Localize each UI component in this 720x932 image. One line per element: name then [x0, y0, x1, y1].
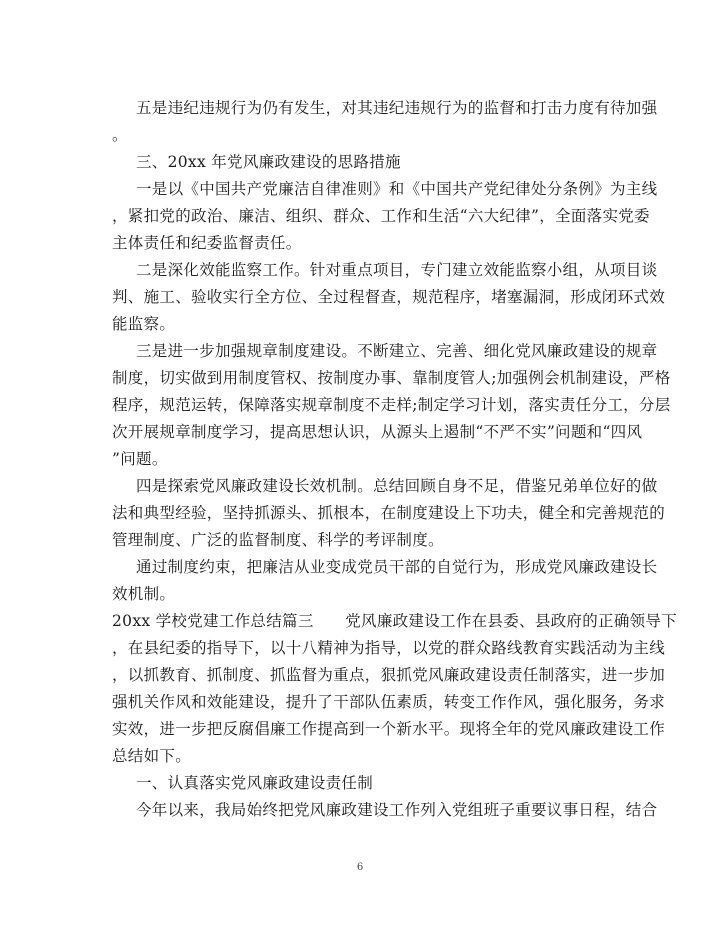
text-line-24: 实效，进一步把反腐倡廉工作提高到一个新水平。现将全年的党风廉政建设工作 — [112, 720, 666, 738]
text-line-21: ，在县纪委的指导下，以十八精神为指导，以党的群众路线教育实践活动为主线 — [112, 639, 666, 657]
text-line-1: 五是违纪违规行为仍有发生，对其违纪违规行为的监督和打击力度有待加强 — [136, 99, 658, 117]
text-line-17: 管理制度、广泛的监督制度、科学的考评制度。 — [112, 531, 444, 549]
text-line-27: 今年以来，我局始终把党风廉政建设工作列入党组班子重要议事日程，结合 — [136, 801, 658, 819]
text-line-13: 次开展规章制度学习，提高思想认识，从源头上遏制“不严不实”问题和“四风 — [112, 423, 643, 441]
text-line-4: 一是以《中国共产党廉洁自律准则》和《中国共产党纪律处分条例》为主线 — [136, 180, 658, 198]
text-line-23: 强机关作风和效能建设，提升了干部队伍素质，转变工作作风，强化服务，务求 — [112, 693, 666, 711]
text-line-18: 通过制度约束，把廉洁从业变成党员干部的自觉行为，形成党风廉政建设长 — [136, 558, 658, 576]
text-line-8: 判、施工、验收实行全方位、全过程督查，规范程序，堵塞漏洞，形成闭环式效 — [112, 288, 666, 306]
text-line-25: 总结如下。 — [112, 747, 192, 765]
text-line-10: 三是进一步加强规章制度建设。不断建立、完善、细化党风廉政建设的规章 — [136, 342, 658, 360]
text-line-22: ，以抓教育、抓制度、抓监督为重点，狠抓党风廉政建设责任制落实，进一步加 — [112, 666, 666, 684]
text-line-6: 主体责任和纪委监督责任。 — [112, 234, 302, 252]
text-line-7: 二是深化效能监察工作。针对重点项目，专门建立效能监察小组，从项目谈 — [136, 261, 658, 279]
text-line-12: 程序，规范运转，保障落实规章制度不走样;制定学习计划，落实责任分工，分层 — [112, 396, 671, 414]
text-line-14: ”问题。 — [112, 450, 168, 468]
text-line-9: 能监察。 — [112, 315, 176, 333]
text-line-16: 法和典型经验，坚持抓源头、抓根本，在制度建设上下功夫，健全和完善规范的 — [112, 504, 666, 522]
text-line-2: 。 — [112, 126, 128, 144]
section-heading-26: 一、认真落实党风廉政建设责任制 — [136, 774, 374, 792]
text-line-20: 20xx 学校党建工作总结篇三 党风廉政建设工作在县委、县政府的正确领导下 — [112, 612, 678, 630]
text-line-11: 制度，切实做到用制度管权、按制度办事、靠制度管人;加强例会机制建设，严格 — [112, 369, 671, 387]
page-number: 6 — [356, 862, 364, 873]
text-line-15: 四是探索党风廉政建设长效机制。总结回顾自身不足，借鉴兄弟单位好的做 — [136, 477, 658, 495]
text-line-5: ，紧扣党的政治、廉洁、组织、群众、工作和生活“六大纪律”，全面落实党委 — [112, 207, 650, 225]
section-heading-3: 三、20xx 年党风廉政建设的思路措施 — [136, 153, 401, 171]
text-line-19: 效机制。 — [112, 585, 176, 603]
